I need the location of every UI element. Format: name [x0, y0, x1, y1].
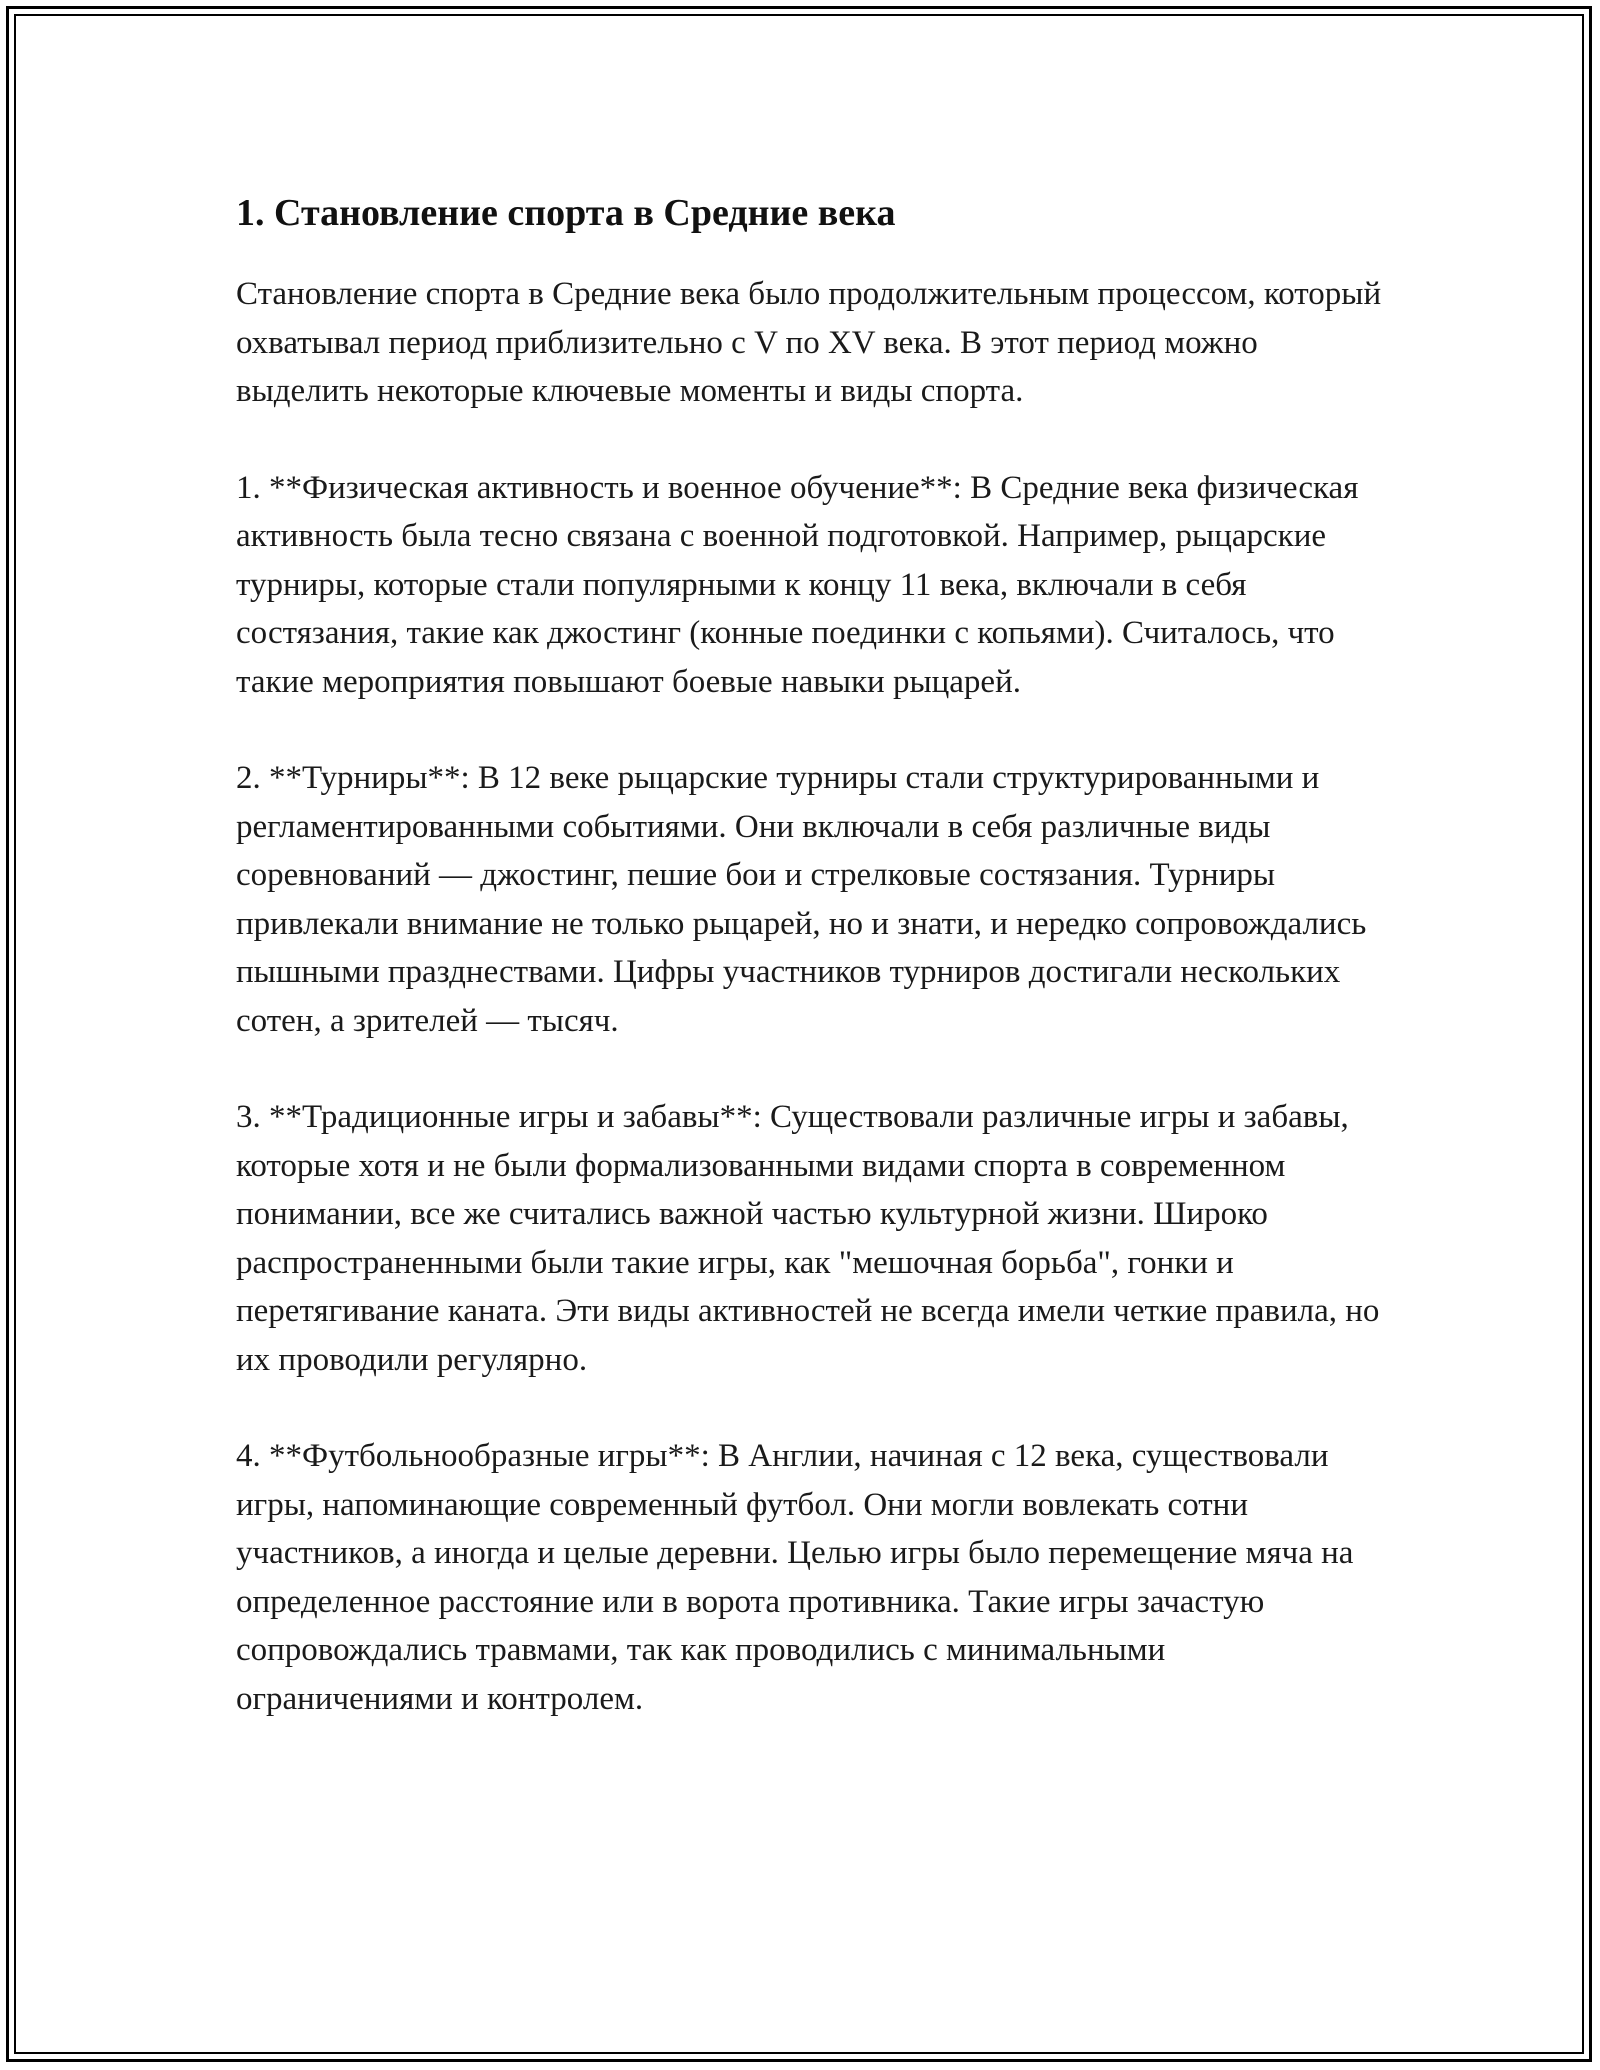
- document-body: [236, 186, 1386, 1771]
- paragraph-physical-activity: 1. **Физическая активность и военное обучение**: В Средние века физическая активность была тесно связана с военной подготовкой. Например, рыцарские турниры, которые стали популярными к концу 11 века, включали в себя состязания, такие как джостинг (конные поединки с копьями). Считалось, что такие мероприятия повышают боевые навыки рыцарей.: [236, 469, 1359, 700]
- paragraph-football-games: 4. **Футбольнообразные игры**: В Англии, начиная с 12 века, существовали игры, напоминающие современный футбол. Они могли вовлекать сотни участников, а иногда и целые деревни. Целью игры было перемещение мяча на определенное расстояние или в ворота противника. Такие игры зачастую сопровождались травмами, так как проводились с минимальными ограничениями и контролем.: [236, 1438, 1354, 1717]
- paragraph-traditional-games: 3. **Традиционные игры и забавы**: Существовали различные игры и забавы, которые хотя и не были формализованными видами спорта в современном понимании, все же считались важной частью культурной жизни. Широко распространенными были такие игры, как "мешочная борьба", гонки и перетягивание каната. Эти виды активностей не всегда имели четкие правила, но их проводили регулярно.: [236, 1099, 1380, 1378]
- intro-paragraph: Становление спорта в Средние века было продолжительным процессом, который охватывал период приблизительно с V по XV века. В этот период можно выделить некоторые ключевые моменты и виды спорта.: [236, 276, 1382, 409]
- paragraph-tournaments: 2. **Турниры**: В 12 веке рыцарские турниры стали структурированными и регламентированными событиями. Они включали в себя различные виды соревнований — джостинг, пешие бои и стрелковые состязания. Турниры привлекали внимание не только рыцарей, но и знати, и нередко сопровождались пышными празднествами. Цифры участников турниров достигали нескольких сотен, а зрителей — тысяч.: [236, 760, 1367, 1039]
- section-title: 1. Становление спорта в Средние века: [236, 192, 896, 234]
